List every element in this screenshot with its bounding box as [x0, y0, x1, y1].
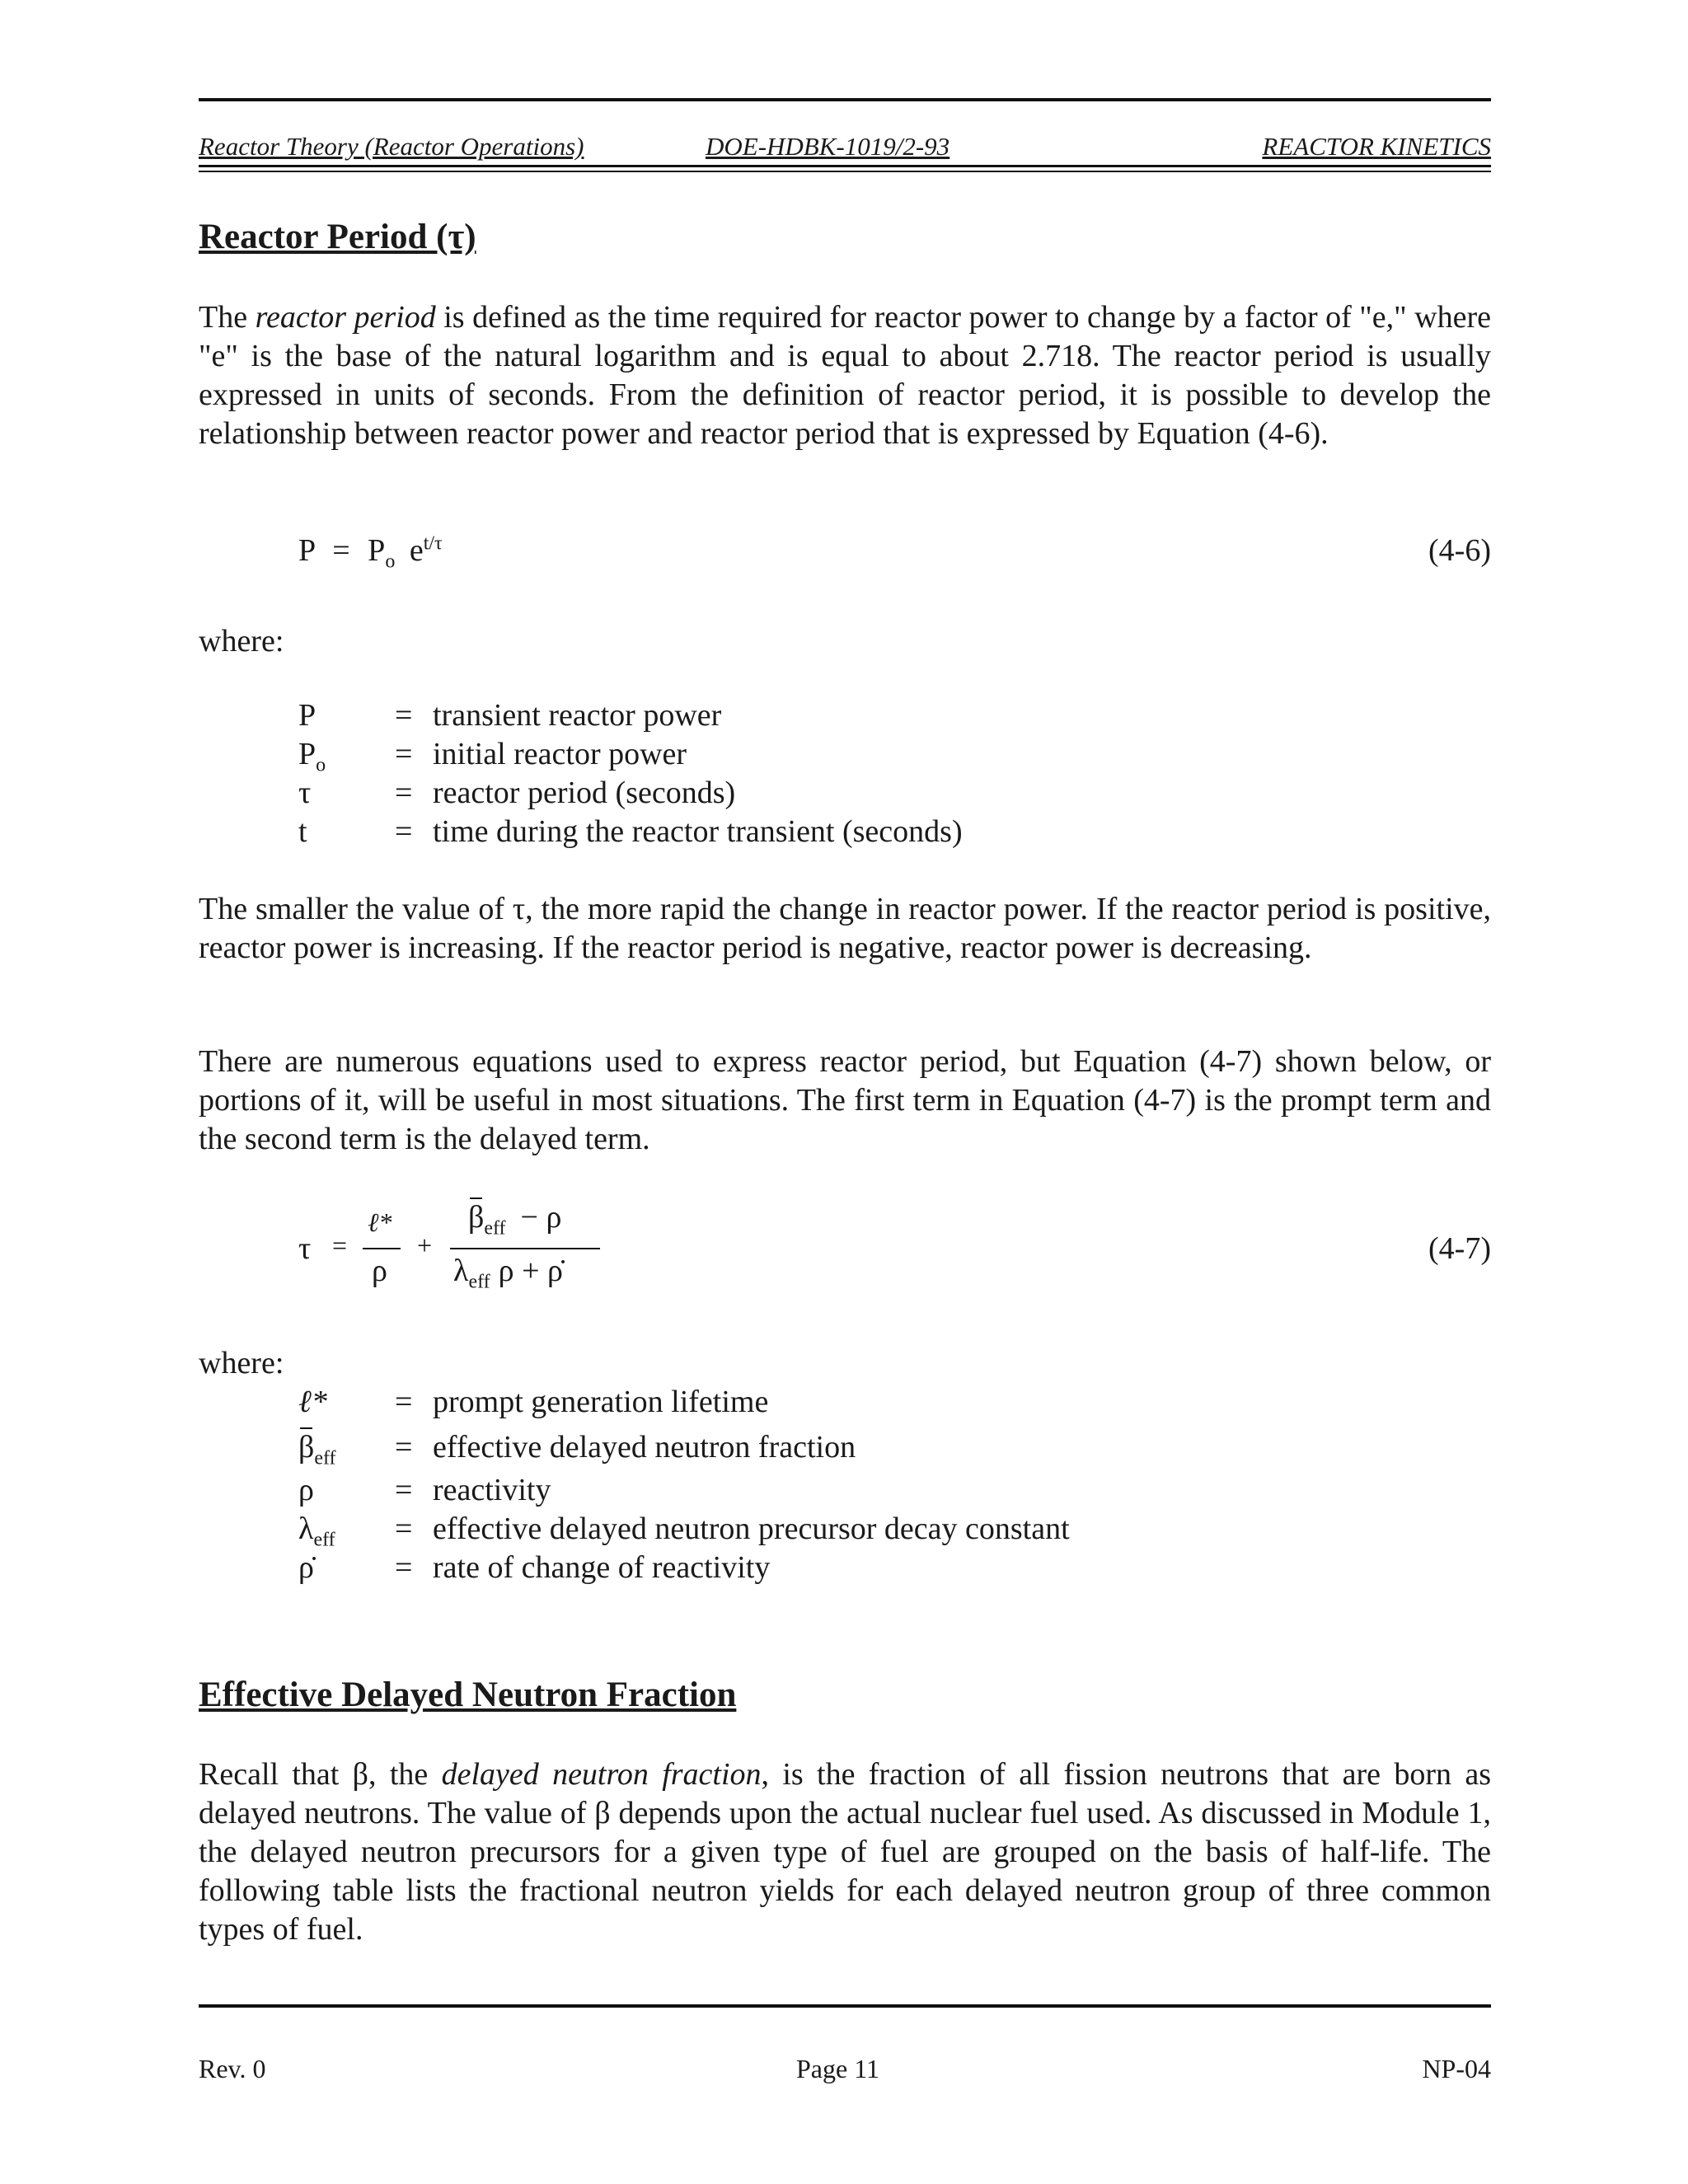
eq2-delayed-denominator: $\lambda_{eff}$ ρ + ρ̇	[453, 1254, 563, 1293]
def-symbol: τ	[298, 776, 312, 810]
def-equals: =	[395, 1385, 413, 1419]
equation-number-4-6: (4-6)	[1428, 533, 1491, 568]
header-section-name: REACTOR KINETICS	[1262, 132, 1491, 161]
header-bottom-rule-2	[199, 171, 1491, 172]
equation-number-4-7: (4-7)	[1428, 1231, 1491, 1266]
def-equals: =	[395, 1511, 413, 1546]
def-symbol: t	[298, 814, 307, 849]
def-description: effective delayed neutron precursor decay constant	[433, 1511, 1070, 1546]
paragraph-period-equation-intro: There are numerous equations used to express reactor period, but Equation (4-7) shown below, or portions of it, will be useful in most situations. The first term in Equation (4-7) is the prompt term and the second term is the delayed term.	[199, 1044, 1491, 1156]
def-equals: =	[395, 1550, 413, 1585]
eq2-prompt-numerator: ℓ*	[368, 1207, 392, 1237]
def-symbol: ρ	[298, 1473, 314, 1507]
paragraph-reactor-period-definition	[199, 298, 1491, 453]
section-title-effective-delayed-neutron-fraction: Effective Delayed Neutron Fraction	[199, 1675, 737, 1714]
eq2-delayed-fraction-bar	[450, 1248, 600, 1249]
def-description: time during the reactor transient (seconds)	[433, 814, 963, 849]
def-description: reactor period (seconds)	[433, 776, 736, 810]
def-description: transient reactor power	[433, 698, 722, 733]
def-equals: =	[395, 814, 413, 849]
eq1-lhs: P	[298, 533, 315, 568]
def-symbol: ρ̇	[298, 1550, 314, 1585]
eq2-plus: +	[417, 1230, 433, 1260]
eq1-p-sub: o	[385, 551, 396, 573]
sec2-emphasis: delayed neutron fraction	[441, 1757, 762, 1792]
eq2-equals: =	[332, 1230, 348, 1260]
para1-text-a: The	[199, 300, 256, 335]
paragraph-period-sign: The smaller the value of τ, the more rapid the change in reactor power. If the reactor period is positive, reactor power is increasing. If the reactor period is negative, reactor power is decreasing.	[199, 892, 1491, 965]
where-label-2: where:	[199, 1346, 284, 1380]
eq1-equals: =	[332, 533, 350, 568]
section-title-reactor-period: Reactor Period (τ)	[199, 218, 476, 256]
header-top-rule	[199, 98, 1491, 101]
eq2-prompt-fraction-bar	[363, 1248, 401, 1249]
header-left-title: Reactor Theory (Reactor Operations)	[199, 132, 584, 161]
def-equals: =	[395, 737, 413, 771]
def-description: effective delayed neutron fraction	[433, 1430, 856, 1465]
def-description: reactivity	[433, 1473, 551, 1507]
eq1-p: P	[368, 533, 386, 568]
def-equals: =	[395, 1430, 413, 1465]
header-doc-number: DOE-HDBK-1019/2-93	[706, 132, 950, 161]
def-symbol: $\lambda_{eff}$	[298, 1511, 335, 1551]
def-symbol: $\beta_{eff}$	[298, 1430, 336, 1469]
equation-4-6	[298, 532, 443, 574]
where-label-1: where:	[199, 624, 284, 658]
sec2-text-a: Recall that β, the	[199, 1757, 442, 1792]
def-equals: =	[395, 1473, 413, 1507]
para1-emphasis: reactor period	[255, 300, 436, 335]
paragraph-delayed-neutron-fraction	[199, 1755, 1491, 1949]
eq1-e: e	[409, 533, 424, 568]
def-description: rate of change of reactivity	[433, 1550, 771, 1585]
eq2-lhs: τ	[298, 1231, 312, 1266]
footer-page-number: Page 11	[796, 2054, 880, 2083]
def-symbol: P	[298, 698, 316, 733]
def-equals: =	[395, 698, 413, 733]
def-description: prompt generation lifetime	[433, 1385, 769, 1419]
def-symbol: $P_o$	[298, 737, 326, 776]
eq2-delayed-numerator: $\beta_{eff} - \rho$	[468, 1200, 562, 1240]
def-equals: =	[395, 776, 413, 810]
header-bottom-rule-1	[199, 165, 1491, 167]
sec2-text-b: , is the fraction of all fission neutrons that are born as delayed neutrons. The value of β depends upon the actual nuclear fuel used. As discussed in Module 1, the delayed neutron precursors for a given type of fuel are grouped on the basis of half-life. The following table lists the fractional neutron yields for each delayed neutron group of three common types of fuel.	[199, 1757, 1491, 1947]
footer-doc-code: NP-04	[1422, 2054, 1491, 2083]
eq1-exponent: t/τ	[423, 532, 443, 555]
para1-text-b: is defined as the time required for reactor power to change by a factor of "e," where "e" is the base of the natural logarithm and is equal to about 2.718. The reactor period is usually expressed in units of seconds. From the definition of reactor period, it is possible to develop the relationship between reactor power and reactor period that is expressed by Equation (4-6).	[199, 300, 1491, 451]
def-description: initial reactor power	[433, 737, 687, 771]
def-symbol: ℓ*	[298, 1385, 327, 1419]
eq2-prompt-denominator: ρ	[372, 1254, 387, 1288]
footer-revision: Rev. 0	[199, 2054, 266, 2083]
footer-rule	[199, 2004, 1491, 2008]
